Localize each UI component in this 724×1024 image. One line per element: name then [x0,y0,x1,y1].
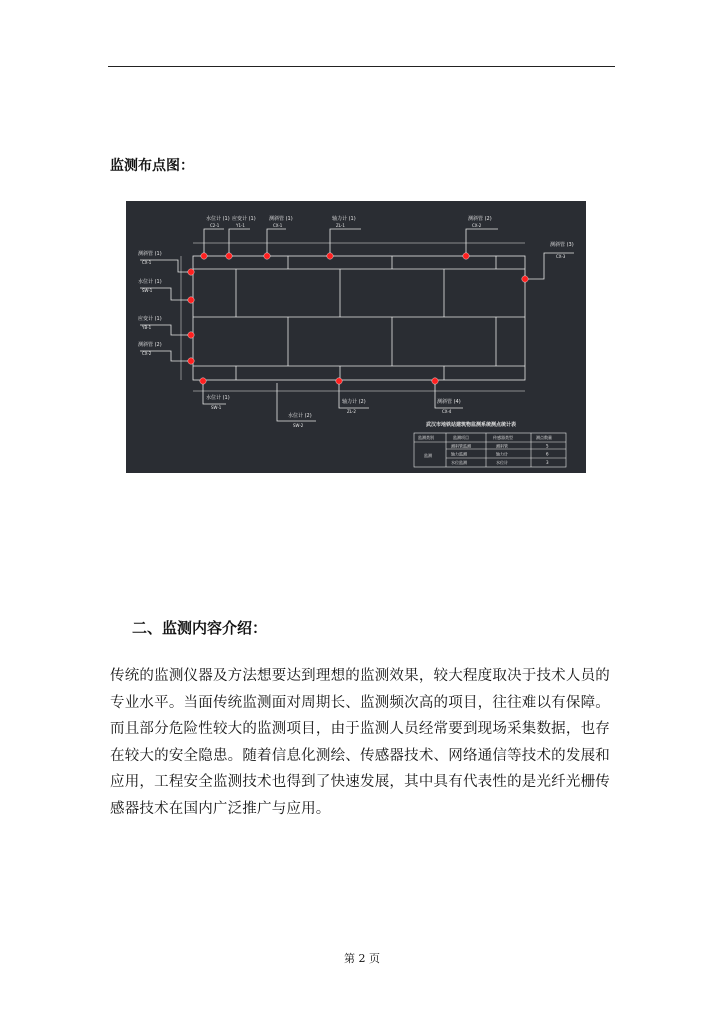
section-heading: 二、监测内容介绍： [132,619,268,637]
bottom-label-code: CX-4 [442,409,452,414]
cad-drawing-svg [126,201,586,473]
marker-right-1 [522,276,528,282]
stats-header: 监测类别 [418,435,434,440]
stats-cell: 5 [546,443,549,449]
bottom-label-name: 测斜管 (4) [437,399,461,405]
top-label-code: CX-2 [472,223,482,228]
figure-heading: 监测布点图： [110,158,194,174]
top-label-name: 测斜管 (1) [269,216,293,222]
stats-cell: 轴力监测 [451,451,467,457]
stats-cell: 测斜管监测 [451,443,471,449]
body-paragraph: 传统的监测仪器及方法想要达到理想的监测效果，较大程度取决于技术人员的专业水平。当面传统监测面对周期长、监测频次高的项目，往往难以有保障。而且部分危险性较大的监测项目，由于监测人员经常要到现场采集数据，也存在较大的安全隐患。随着信息化测绘、传感器技术、网络通信等技术的发展和应用，工程安全监测技术也得到了快速发展，其中具有代表性的是光纤光栅传感器技术在国内广泛推广与应用。 [110,668,610,817]
stats-table-title: 武汉市地铁站建筑物监测系统测点统计表 [426,422,517,428]
bottom-label-code: SW-2 [293,423,304,428]
stats-header: 测点数量 [536,435,552,440]
stats-cell: 水位计 [496,460,508,465]
top-label-name: 水位计 (1) [206,216,230,222]
left-label-name: 测斜管 (1) [138,251,162,257]
bottom-label-name: 水位计 (1) [206,395,230,401]
left-label-name: 应变计 (1) [138,316,162,322]
left-label-code: CX-2 [142,351,152,356]
top-label-code: Y1-1 [236,223,245,228]
marker-top-1 [201,253,207,259]
marker-top-4 [327,253,333,259]
left-label-name: 测斜管 (2) [138,342,162,348]
right-label-code: CX-3 [556,254,566,259]
left-label-name: 水位计 (1) [138,279,162,285]
marker-left-2 [188,297,194,303]
marker-bottom-3 [432,378,438,384]
marker-top-5 [463,253,469,259]
marker-left-4 [188,358,194,364]
stats-group: 监测 [424,453,432,458]
left-label-code: SW-1 [142,288,153,293]
top-label-code: C2-1 [210,223,220,228]
top-label-name: 轴力计 (1) [332,216,356,222]
stats-table [414,421,566,467]
bottom-label-name: 水位计 (2) [288,413,312,419]
stats-header: 监测项目 [453,435,469,440]
stats-cell: 测斜管 [496,443,508,449]
top-label-code: ZL-1 [336,223,345,228]
station-outline [193,256,525,380]
marker-left-1 [188,269,194,275]
bottom-label-code: SW-1 [211,405,222,410]
top-label-name: 测斜管 (2) [468,216,492,222]
top-label-code: CX-1 [273,223,283,228]
bottom-label-name: 轴力计 (2) [342,399,366,405]
left-label-code: YB-1 [142,325,152,330]
marker-bottom-1 [200,378,206,384]
top-label-name: 应变计 (1) [232,216,256,222]
stats-header: 传感器类型 [493,435,513,440]
marker-top-3 [264,253,270,259]
stats-cell: 3 [546,460,549,465]
header-rule [108,66,615,67]
page-number: 第 2 页 [344,952,380,965]
marker-bottom-2 [336,378,342,384]
stats-cell: 水位监测 [451,460,467,465]
left-label-code: CX-1 [142,260,152,265]
stats-cell: 轴力计 [496,451,508,457]
monitoring-layout-drawing [126,201,586,473]
bottom-label-code: ZL-2 [347,409,356,414]
marker-top-2 [226,253,232,259]
marker-left-3 [188,332,194,338]
stats-cell: 6 [546,451,549,457]
right-label-name: 测斜管 (3) [550,242,574,248]
